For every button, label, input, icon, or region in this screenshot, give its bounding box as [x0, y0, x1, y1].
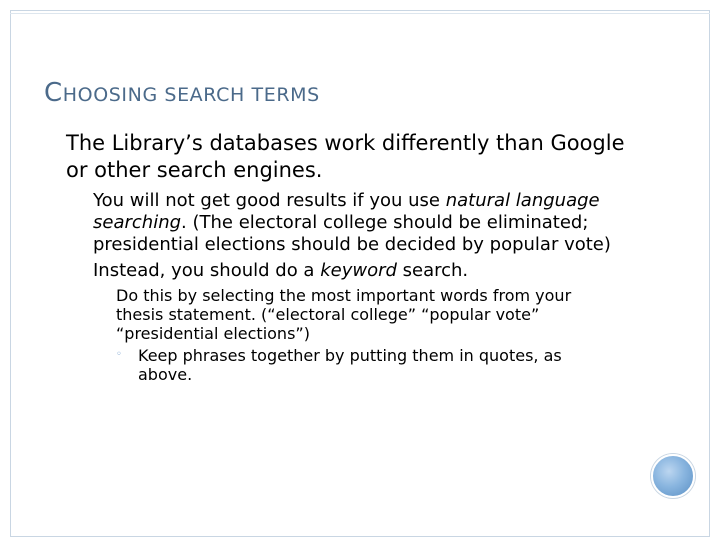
bullet-text-after: search.: [396, 260, 469, 281]
title-first-letter: C: [44, 78, 63, 108]
bullet-text-after: . (The electoral college should be eliminated; presidential elections should be decided by popular vote): [93, 212, 611, 255]
bullet-list: [40, 130, 640, 384]
bullet-level2: [69, 260, 633, 282]
decorative-orb-icon: [651, 454, 695, 498]
bullet-level2: [69, 190, 633, 256]
slide-title: [44, 78, 320, 108]
top-rule: [10, 13, 710, 14]
bullet-text-before: You will not get good results if you use: [93, 190, 446, 211]
bullet-text-before: Instead, you should do a: [93, 260, 321, 281]
title-rest: HOOSING SEARCH TERMS: [62, 84, 320, 106]
bullet-level4: [116, 346, 608, 384]
bullet-text: The Library’s databases work differently than Google or other search engines.: [66, 131, 625, 182]
bullet-text: Do this by selecting the most important words from your thesis statement. (“electoral college” “popular vote” “presidential elections”): [116, 286, 572, 343]
bullet-text: Keep phrases together by putting them in quotes, as above.: [138, 346, 562, 384]
bullet-emphasis: natural language searching: [93, 190, 600, 233]
bullet-level1: [40, 130, 640, 184]
bullet-emphasis: keyword: [320, 260, 397, 281]
bullet-level3: [92, 286, 616, 343]
bullet-icon: ◦: [116, 349, 122, 360]
